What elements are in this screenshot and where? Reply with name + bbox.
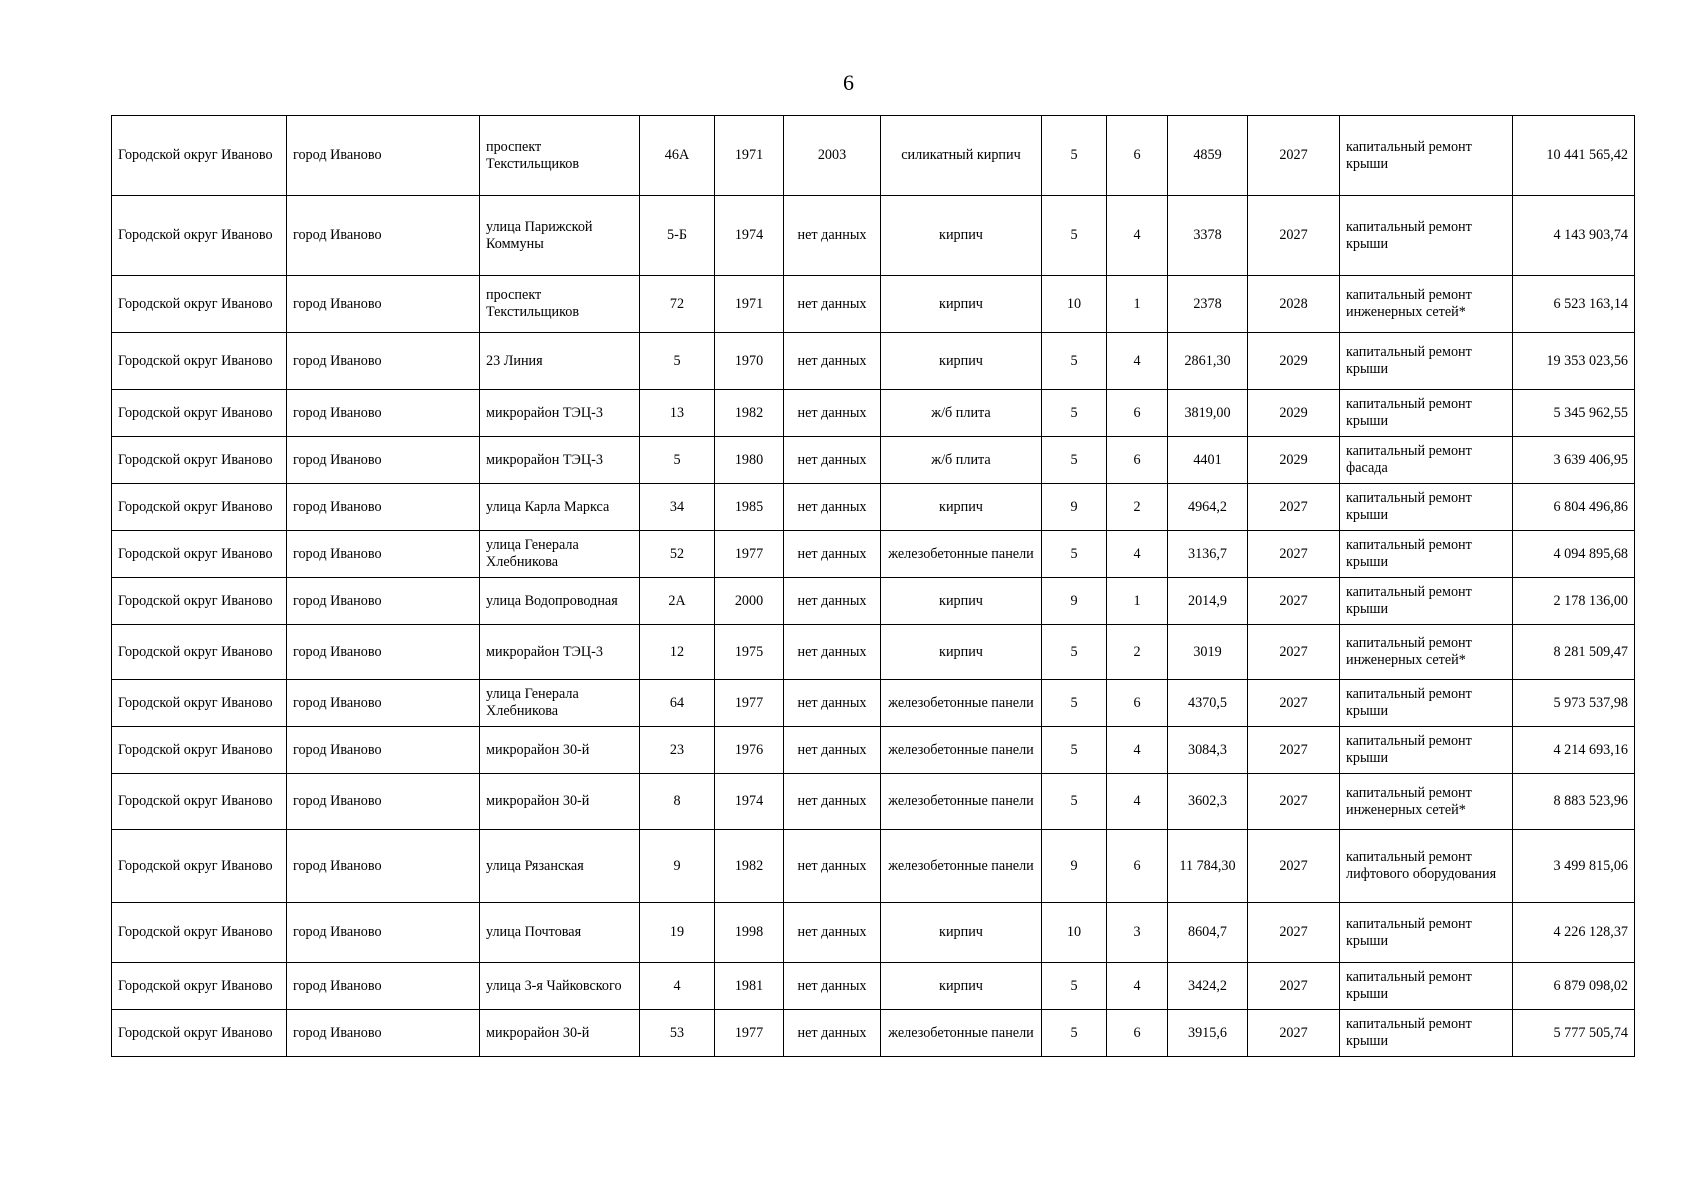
planned-year-cell: 2027 xyxy=(1248,903,1340,963)
area-cell: 3819,00 xyxy=(1168,390,1248,437)
street-cell: микрорайон 30-й xyxy=(480,1010,640,1057)
house-number-cell: 8 xyxy=(640,774,715,830)
house-number-cell: 53 xyxy=(640,1010,715,1057)
year-built-cell: 1998 xyxy=(715,903,784,963)
wall-material-cell: кирпич xyxy=(881,903,1042,963)
planned-year-cell: 2029 xyxy=(1248,437,1340,484)
year-built-cell: 1977 xyxy=(715,680,784,727)
table-row xyxy=(112,774,1635,830)
municipality-cell: Городской округ Иваново xyxy=(112,903,287,963)
area-cell: 8604,7 xyxy=(1168,903,1248,963)
table-row xyxy=(112,963,1635,1010)
area-cell: 3136,7 xyxy=(1168,531,1248,578)
repair-type-cell: капитальный ремонт крыши xyxy=(1340,333,1513,390)
last-repair-year-cell: нет данных xyxy=(784,903,881,963)
repair-type-cell: капитальный ремонт инженерных сетей* xyxy=(1340,774,1513,830)
cost-cell: 19 353 023,56 xyxy=(1513,333,1635,390)
wall-material-cell: силикатный кирпич xyxy=(881,116,1042,196)
table-row xyxy=(112,390,1635,437)
street-cell: улица Парижской Коммуны xyxy=(480,196,640,276)
last-repair-year-cell: нет данных xyxy=(784,680,881,727)
year-built-cell: 1980 xyxy=(715,437,784,484)
cost-cell: 4 094 895,68 xyxy=(1513,531,1635,578)
settlement-cell: город Иваново xyxy=(287,830,480,903)
house-number-cell: 13 xyxy=(640,390,715,437)
last-repair-year-cell: нет данных xyxy=(784,437,881,484)
street-cell: проспект Текстильщиков xyxy=(480,276,640,333)
wall-material-cell: железобетонные панели xyxy=(881,680,1042,727)
municipality-cell: Городской округ Иваново xyxy=(112,1010,287,1057)
floors-cell: 9 xyxy=(1042,578,1107,625)
planned-year-cell: 2027 xyxy=(1248,680,1340,727)
wall-material-cell: железобетонные панели xyxy=(881,774,1042,830)
cost-cell: 4 226 128,37 xyxy=(1513,903,1635,963)
floors-cell: 5 xyxy=(1042,774,1107,830)
housing-repair-table xyxy=(111,115,1635,1057)
wall-material-cell: кирпич xyxy=(881,276,1042,333)
settlement-cell: город Иваново xyxy=(287,625,480,680)
settlement-cell: город Иваново xyxy=(287,774,480,830)
street-cell: улица Рязанская xyxy=(480,830,640,903)
house-number-cell: 46А xyxy=(640,116,715,196)
floors-cell: 5 xyxy=(1042,333,1107,390)
area-cell: 2014,9 xyxy=(1168,578,1248,625)
cost-cell: 8 883 523,96 xyxy=(1513,774,1635,830)
year-built-cell: 1976 xyxy=(715,727,784,774)
entrances-cell: 4 xyxy=(1107,531,1168,578)
street-cell: микрорайон 30-й xyxy=(480,774,640,830)
repair-type-cell: капитальный ремонт крыши xyxy=(1340,578,1513,625)
entrances-cell: 4 xyxy=(1107,333,1168,390)
street-cell: проспект Текстильщиков xyxy=(480,116,640,196)
municipality-cell: Городской округ Иваново xyxy=(112,196,287,276)
planned-year-cell: 2027 xyxy=(1248,578,1340,625)
table-row xyxy=(112,727,1635,774)
cost-cell: 8 281 509,47 xyxy=(1513,625,1635,680)
cost-cell: 6 523 163,14 xyxy=(1513,276,1635,333)
wall-material-cell: железобетонные панели xyxy=(881,830,1042,903)
year-built-cell: 1971 xyxy=(715,276,784,333)
street-cell: улица Водопроводная xyxy=(480,578,640,625)
wall-material-cell: кирпич xyxy=(881,625,1042,680)
floors-cell: 5 xyxy=(1042,437,1107,484)
municipality-cell: Городской округ Иваново xyxy=(112,437,287,484)
settlement-cell: город Иваново xyxy=(287,963,480,1010)
last-repair-year-cell: нет данных xyxy=(784,390,881,437)
year-built-cell: 1971 xyxy=(715,116,784,196)
entrances-cell: 3 xyxy=(1107,903,1168,963)
entrances-cell: 1 xyxy=(1107,276,1168,333)
last-repair-year-cell: нет данных xyxy=(784,963,881,1010)
floors-cell: 5 xyxy=(1042,196,1107,276)
last-repair-year-cell: нет данных xyxy=(784,484,881,531)
repair-type-cell: капитальный ремонт крыши xyxy=(1340,390,1513,437)
house-number-cell: 64 xyxy=(640,680,715,727)
entrances-cell: 6 xyxy=(1107,437,1168,484)
entrances-cell: 4 xyxy=(1107,963,1168,1010)
planned-year-cell: 2027 xyxy=(1248,774,1340,830)
house-number-cell: 9 xyxy=(640,830,715,903)
municipality-cell: Городской округ Иваново xyxy=(112,830,287,903)
cost-cell: 3 639 406,95 xyxy=(1513,437,1635,484)
planned-year-cell: 2028 xyxy=(1248,276,1340,333)
street-cell: микрорайон ТЭЦ-3 xyxy=(480,625,640,680)
area-cell: 2861,30 xyxy=(1168,333,1248,390)
area-cell: 3915,6 xyxy=(1168,1010,1248,1057)
planned-year-cell: 2027 xyxy=(1248,1010,1340,1057)
street-cell: микрорайон ТЭЦ-3 xyxy=(480,437,640,484)
year-built-cell: 1974 xyxy=(715,196,784,276)
wall-material-cell: кирпич xyxy=(881,333,1042,390)
entrances-cell: 6 xyxy=(1107,830,1168,903)
floors-cell: 9 xyxy=(1042,830,1107,903)
repair-type-cell: капитальный ремонт крыши xyxy=(1340,484,1513,531)
entrances-cell: 2 xyxy=(1107,484,1168,531)
entrances-cell: 6 xyxy=(1107,1010,1168,1057)
area-cell: 3378 xyxy=(1168,196,1248,276)
table-row xyxy=(112,116,1635,196)
year-built-cell: 1982 xyxy=(715,390,784,437)
house-number-cell: 2А xyxy=(640,578,715,625)
table-row xyxy=(112,484,1635,531)
area-cell: 3084,3 xyxy=(1168,727,1248,774)
table-row xyxy=(112,196,1635,276)
wall-material-cell: ж/б плита xyxy=(881,437,1042,484)
entrances-cell: 2 xyxy=(1107,625,1168,680)
page-number: 6 xyxy=(843,70,854,95)
floors-cell: 10 xyxy=(1042,276,1107,333)
planned-year-cell: 2029 xyxy=(1248,390,1340,437)
municipality-cell: Городской округ Иваново xyxy=(112,484,287,531)
entrances-cell: 6 xyxy=(1107,390,1168,437)
area-cell: 3424,2 xyxy=(1168,963,1248,1010)
year-built-cell: 1981 xyxy=(715,963,784,1010)
floors-cell: 9 xyxy=(1042,484,1107,531)
wall-material-cell: кирпич xyxy=(881,484,1042,531)
floors-cell: 5 xyxy=(1042,727,1107,774)
house-number-cell: 5 xyxy=(640,333,715,390)
entrances-cell: 1 xyxy=(1107,578,1168,625)
street-cell: улица Карла Маркса xyxy=(480,484,640,531)
table-row xyxy=(112,625,1635,680)
settlement-cell: город Иваново xyxy=(287,727,480,774)
planned-year-cell: 2027 xyxy=(1248,727,1340,774)
repair-type-cell: капитальный ремонт крыши xyxy=(1340,680,1513,727)
last-repair-year-cell: нет данных xyxy=(784,830,881,903)
floors-cell: 5 xyxy=(1042,531,1107,578)
cost-cell: 2 178 136,00 xyxy=(1513,578,1635,625)
planned-year-cell: 2027 xyxy=(1248,484,1340,531)
cost-cell: 5 777 505,74 xyxy=(1513,1010,1635,1057)
settlement-cell: город Иваново xyxy=(287,578,480,625)
planned-year-cell: 2027 xyxy=(1248,196,1340,276)
table-row xyxy=(112,680,1635,727)
street-cell: микрорайон ТЭЦ-3 xyxy=(480,390,640,437)
cost-cell: 4 143 903,74 xyxy=(1513,196,1635,276)
municipality-cell: Городской округ Иваново xyxy=(112,963,287,1010)
repair-type-cell: капитальный ремонт крыши xyxy=(1340,1010,1513,1057)
municipality-cell: Городской округ Иваново xyxy=(112,578,287,625)
last-repair-year-cell: нет данных xyxy=(784,727,881,774)
repair-type-cell: капитальный ремонт крыши xyxy=(1340,963,1513,1010)
area-cell: 4859 xyxy=(1168,116,1248,196)
year-built-cell: 1982 xyxy=(715,830,784,903)
wall-material-cell: ж/б плита xyxy=(881,390,1042,437)
repair-type-cell: капитальный ремонт крыши xyxy=(1340,903,1513,963)
planned-year-cell: 2027 xyxy=(1248,116,1340,196)
settlement-cell: город Иваново xyxy=(287,484,480,531)
last-repair-year-cell: нет данных xyxy=(784,774,881,830)
area-cell: 4370,5 xyxy=(1168,680,1248,727)
house-number-cell: 4 xyxy=(640,963,715,1010)
repair-type-cell: капитальный ремонт крыши xyxy=(1340,727,1513,774)
settlement-cell: город Иваново xyxy=(287,196,480,276)
cost-cell: 10 441 565,42 xyxy=(1513,116,1635,196)
wall-material-cell: железобетонные панели xyxy=(881,1010,1042,1057)
year-built-cell: 1970 xyxy=(715,333,784,390)
entrances-cell: 4 xyxy=(1107,774,1168,830)
last-repair-year-cell: нет данных xyxy=(784,1010,881,1057)
planned-year-cell: 2029 xyxy=(1248,333,1340,390)
house-number-cell: 5-Б xyxy=(640,196,715,276)
table-row xyxy=(112,276,1635,333)
street-cell: 23 Линия xyxy=(480,333,640,390)
last-repair-year-cell: нет данных xyxy=(784,333,881,390)
street-cell: улица 3-я Чайковского xyxy=(480,963,640,1010)
municipality-cell: Городской округ Иваново xyxy=(112,390,287,437)
wall-material-cell: железобетонные панели xyxy=(881,531,1042,578)
repair-type-cell: капитальный ремонт крыши xyxy=(1340,116,1513,196)
area-cell: 3602,3 xyxy=(1168,774,1248,830)
street-cell: улица Генерала Хлебникова xyxy=(480,531,640,578)
cost-cell: 6 804 496,86 xyxy=(1513,484,1635,531)
wall-material-cell: кирпич xyxy=(881,578,1042,625)
municipality-cell: Городской округ Иваново xyxy=(112,680,287,727)
settlement-cell: город Иваново xyxy=(287,680,480,727)
last-repair-year-cell: 2003 xyxy=(784,116,881,196)
floors-cell: 5 xyxy=(1042,963,1107,1010)
repair-type-cell: капитальный ремонт инженерных сетей* xyxy=(1340,625,1513,680)
area-cell: 4401 xyxy=(1168,437,1248,484)
entrances-cell: 4 xyxy=(1107,727,1168,774)
wall-material-cell: железобетонные панели xyxy=(881,727,1042,774)
house-number-cell: 19 xyxy=(640,903,715,963)
year-built-cell: 2000 xyxy=(715,578,784,625)
cost-cell: 3 499 815,06 xyxy=(1513,830,1635,903)
year-built-cell: 1977 xyxy=(715,1010,784,1057)
table-row xyxy=(112,1010,1635,1057)
last-repair-year-cell: нет данных xyxy=(784,276,881,333)
settlement-cell: город Иваново xyxy=(287,1010,480,1057)
entrances-cell: 6 xyxy=(1107,680,1168,727)
municipality-cell: Городской округ Иваново xyxy=(112,625,287,680)
house-number-cell: 34 xyxy=(640,484,715,531)
house-number-cell: 12 xyxy=(640,625,715,680)
settlement-cell: город Иваново xyxy=(287,116,480,196)
planned-year-cell: 2027 xyxy=(1248,625,1340,680)
municipality-cell: Городской округ Иваново xyxy=(112,116,287,196)
table-row xyxy=(112,830,1635,903)
area-cell: 3019 xyxy=(1168,625,1248,680)
municipality-cell: Городской округ Иваново xyxy=(112,727,287,774)
wall-material-cell: кирпич xyxy=(881,196,1042,276)
year-built-cell: 1985 xyxy=(715,484,784,531)
repair-type-cell: капитальный ремонт инженерных сетей* xyxy=(1340,276,1513,333)
last-repair-year-cell: нет данных xyxy=(784,196,881,276)
table-row xyxy=(112,437,1635,484)
settlement-cell: город Иваново xyxy=(287,531,480,578)
street-cell: микрорайон 30-й xyxy=(480,727,640,774)
area-cell: 2378 xyxy=(1168,276,1248,333)
floors-cell: 10 xyxy=(1042,903,1107,963)
repair-type-cell: капитальный ремонт лифтового оборудования xyxy=(1340,830,1513,903)
settlement-cell: город Иваново xyxy=(287,333,480,390)
settlement-cell: город Иваново xyxy=(287,903,480,963)
floors-cell: 5 xyxy=(1042,390,1107,437)
settlement-cell: город Иваново xyxy=(287,276,480,333)
municipality-cell: Городской округ Иваново xyxy=(112,774,287,830)
repair-type-cell: капитальный ремонт крыши xyxy=(1340,531,1513,578)
entrances-cell: 6 xyxy=(1107,116,1168,196)
street-cell: улица Почтовая xyxy=(480,903,640,963)
table-row xyxy=(112,333,1635,390)
house-number-cell: 72 xyxy=(640,276,715,333)
planned-year-cell: 2027 xyxy=(1248,531,1340,578)
table-row xyxy=(112,903,1635,963)
year-built-cell: 1974 xyxy=(715,774,784,830)
municipality-cell: Городской округ Иваново xyxy=(112,333,287,390)
floors-cell: 5 xyxy=(1042,1010,1107,1057)
table-row xyxy=(112,531,1635,578)
year-built-cell: 1977 xyxy=(715,531,784,578)
last-repair-year-cell: нет данных xyxy=(784,531,881,578)
entrances-cell: 4 xyxy=(1107,196,1168,276)
floors-cell: 5 xyxy=(1042,625,1107,680)
year-built-cell: 1975 xyxy=(715,625,784,680)
settlement-cell: город Иваново xyxy=(287,437,480,484)
floors-cell: 5 xyxy=(1042,116,1107,196)
cost-cell: 5 973 537,98 xyxy=(1513,680,1635,727)
street-cell: улица Генерала Хлебникова xyxy=(480,680,640,727)
planned-year-cell: 2027 xyxy=(1248,963,1340,1010)
last-repair-year-cell: нет данных xyxy=(784,625,881,680)
settlement-cell: город Иваново xyxy=(287,390,480,437)
area-cell: 4964,2 xyxy=(1168,484,1248,531)
cost-cell: 6 879 098,02 xyxy=(1513,963,1635,1010)
cost-cell: 4 214 693,16 xyxy=(1513,727,1635,774)
cost-cell: 5 345 962,55 xyxy=(1513,390,1635,437)
municipality-cell: Городской округ Иваново xyxy=(112,531,287,578)
house-number-cell: 52 xyxy=(640,531,715,578)
house-number-cell: 23 xyxy=(640,727,715,774)
table-row xyxy=(112,578,1635,625)
repair-type-cell: капитальный ремонт крыши xyxy=(1340,196,1513,276)
repair-type-cell: капитальный ремонт фасада xyxy=(1340,437,1513,484)
floors-cell: 5 xyxy=(1042,680,1107,727)
house-number-cell: 5 xyxy=(640,437,715,484)
area-cell: 11 784,30 xyxy=(1168,830,1248,903)
last-repair-year-cell: нет данных xyxy=(784,578,881,625)
municipality-cell: Городской округ Иваново xyxy=(112,276,287,333)
planned-year-cell: 2027 xyxy=(1248,830,1340,903)
wall-material-cell: кирпич xyxy=(881,963,1042,1010)
